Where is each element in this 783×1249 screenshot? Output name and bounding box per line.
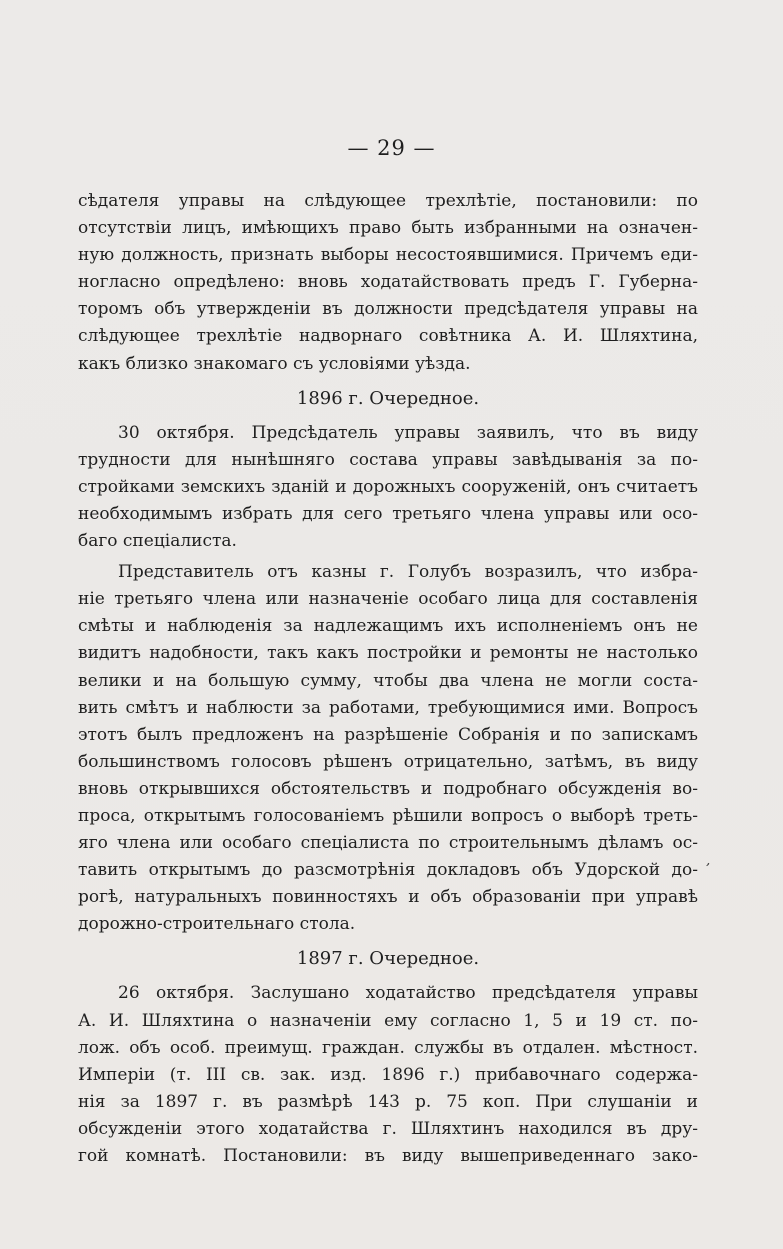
- paragraph-october-26: [78, 980, 698, 1170]
- text-line: стройками земскихъ зданій и дорожныхъ сооруженій, онъ считаетъ: [78, 476, 698, 497]
- text-line: 30 октября. Предсѣдатель управы заявилъ, что въ виду: [118, 422, 698, 443]
- text-line: ногласно опредѣлено: вновь ходатайствовать предъ Г. Губерна-: [78, 272, 698, 293]
- text-line: тавить открытымъ до разсмотрѣнія докладовъ объ Удорской до-: [78, 860, 698, 881]
- paragraph-continuation: [78, 188, 698, 378]
- text-line: вновь открывшихся обстоятельствъ и подробнаго обсужденія во-: [78, 778, 698, 799]
- section-heading-1897: 1897 г. Очередное.: [296, 948, 480, 970]
- text-line: торомъ объ утвержденіи въ должности предсѣдателя управы на: [78, 299, 698, 320]
- text-line: нія за 1897 г. въ размѣрѣ 143 р. 75 коп. При слушаніи и: [78, 1091, 698, 1112]
- text-line: гой комнатѣ. Постановили: въ виду вышеприведеннаго зако-: [78, 1146, 698, 1166]
- text-line: 26 октября. Заслушано ходатайство предсѣдателя управы: [118, 983, 698, 1004]
- text-line: ніе третьяго члена или назначеніе особаго лица для составленія: [78, 589, 698, 610]
- text-line: слѣдующее трехлѣтіе надворнаго совѣтника А. И. Шляхтина,: [78, 326, 698, 347]
- paragraph-treasury-representative: [78, 559, 698, 938]
- text-line: дорожно-строительнаго стола.: [78, 914, 356, 935]
- text-line: трудности для нынѣшняго состава управы завѣдыванія за по-: [78, 449, 698, 470]
- text-line: смѣты и наблюденія за надлежащимъ ихъ исполненіемъ онъ не: [78, 616, 698, 637]
- text-line: сѣдателя управы на слѣдующее трехлѣтіе, постановили: по: [78, 191, 698, 211]
- page-number: — 29 —: [347, 136, 436, 160]
- page-content: [78, 188, 698, 1170]
- text-line: ную должность, признать выборы несостоявшимися. Причемъ еди-: [78, 245, 698, 266]
- text-line: этотъ былъ предложенъ на разрѣшеніе Собранія и по запискамъ: [78, 724, 698, 745]
- text-line: рогѣ, натуральныхъ повинностяхъ и объ образованіи при управѣ: [78, 887, 698, 908]
- text-line: проса, открытымъ голосованіемъ рѣшили вопросъ о выборѣ треть-: [78, 805, 698, 826]
- text-line: яго члена или особаго спеціалиста по строительнымъ дѣламъ ос-: [78, 833, 698, 854]
- paragraph-october-30: [78, 420, 698, 555]
- text-line: баго спеціалиста.: [78, 531, 237, 552]
- section-heading-1896: 1896 г. Очередное.: [296, 387, 480, 409]
- text-line: вить смѣтъ и наблюсти за работами, требующимися ими. Вопросъ: [78, 697, 698, 718]
- text-line: лож. объ особ. преимущ. граждан. службы въ отдален. мѣстност.: [78, 1037, 698, 1058]
- text-line: Имперіи (т. III св. зак. изд. 1896 г.) прибавочнаго содержа-: [78, 1064, 698, 1085]
- text-line: большинствомъ голосовъ рѣшенъ отрицательно, затѣмъ, въ виду: [78, 751, 698, 772]
- text-line: Представитель отъ казны г. Голубъ возразилъ, что избра-: [118, 562, 698, 583]
- text-line: обсужденіи этого ходатайства г. Шляхтинъ находился въ дру-: [78, 1118, 698, 1139]
- ink-speck-mark: ʼ: [701, 860, 710, 878]
- text-line: велики и на большую сумму, чтобы два члена не могли соста-: [78, 670, 698, 691]
- text-line: необходимымъ избрать для сего третьяго члена управы или осо-: [78, 503, 698, 524]
- text-line: А. И. Шляхтина о назначеніи ему согласно 1, 5 и 19 ст. по-: [78, 1010, 698, 1031]
- text-line: видитъ надобности, такъ какъ постройки и ремонты не настолько: [78, 643, 698, 664]
- text-line: отсутствіи лицъ, имѣющихъ право быть избранными на означен-: [78, 218, 698, 239]
- text-line: какъ близко знакомаго съ условіями уѣзда.: [78, 353, 471, 374]
